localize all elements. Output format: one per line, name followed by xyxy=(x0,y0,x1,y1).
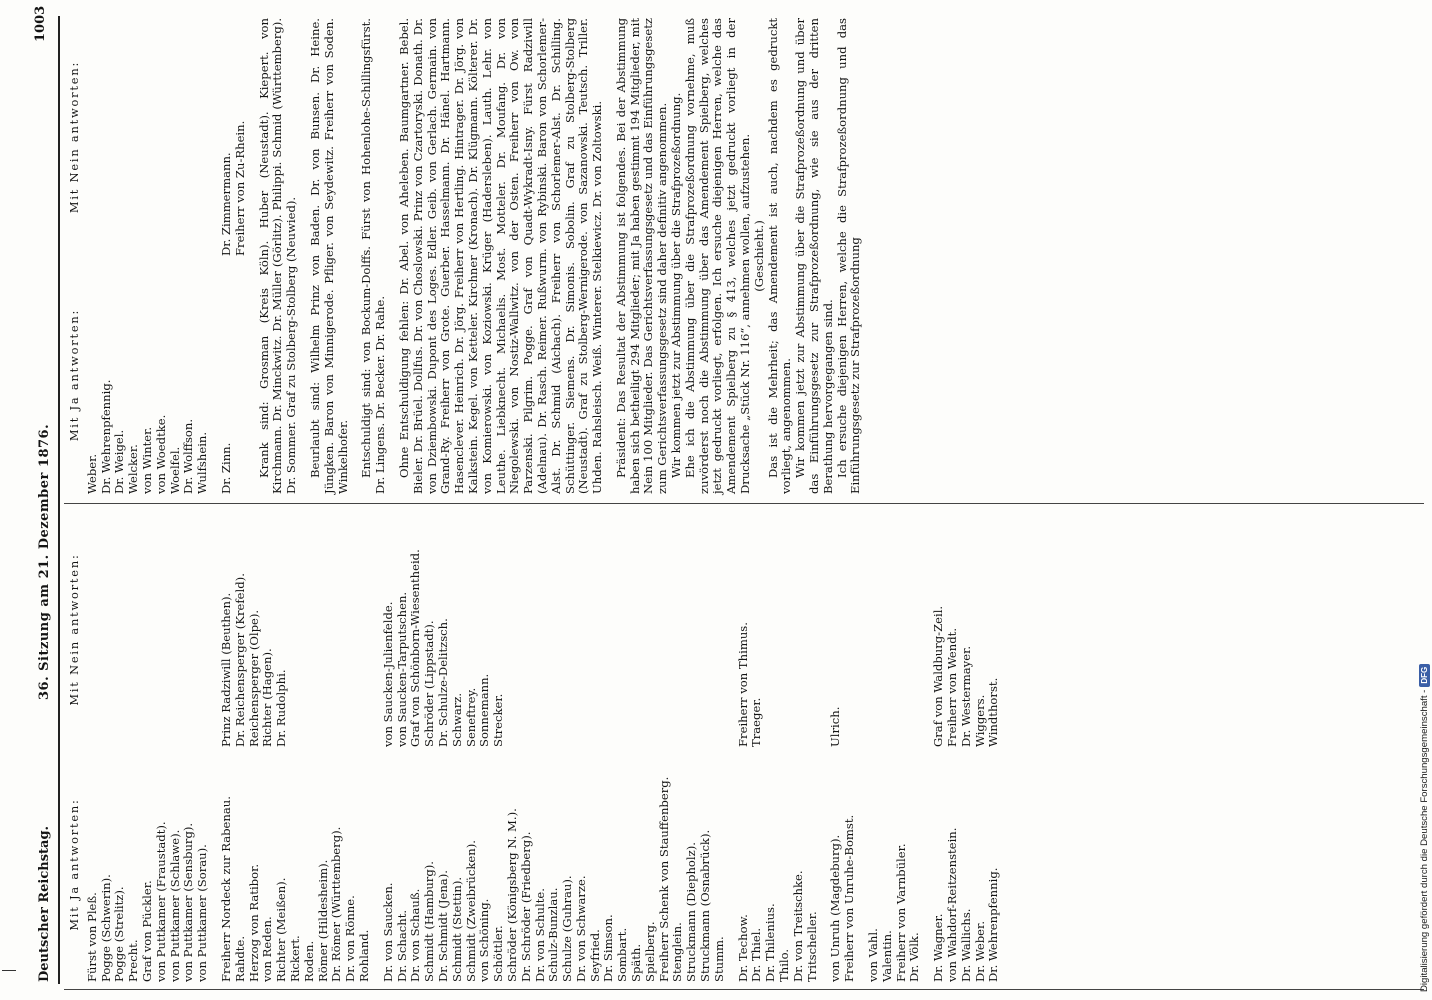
vote-group-v xyxy=(867,512,922,982)
name-nein: Schröder (Lippstadt). xyxy=(422,620,437,747)
name-ja: von Puttkamer (Sensburg). xyxy=(181,822,196,982)
margin-tick xyxy=(2,970,16,971)
name-ja: Dr. von Treitschke. xyxy=(790,870,805,982)
name-nein: Seneftrey. xyxy=(463,687,478,747)
name-ja: Römer (Hildesheim). xyxy=(315,859,330,982)
name-ja: Dr. Wehrenpfennig. xyxy=(98,379,113,494)
vote-group-r xyxy=(220,512,372,982)
name-ja: Dr. Techow. xyxy=(735,914,750,982)
name-nein: von Saucken-Julienfelde. xyxy=(380,601,395,747)
right-column-headings xyxy=(68,18,86,494)
name-nein: Freiherr von Thimus. xyxy=(735,622,750,747)
name-ja: Schröder (Königsberg N. M.). xyxy=(504,808,519,982)
heading-nein: Mit Nein antworten: xyxy=(67,60,81,214)
name-ja: Schmidt (Zweibrücken). xyxy=(463,840,478,982)
name-ja: von Unruh (Magdeburg). xyxy=(828,834,843,982)
name-ja: Freiherr von Unruhe-Bomst. xyxy=(842,814,857,982)
name-ja: Dr. Wagner. xyxy=(931,913,946,982)
name-ja: Dr. Thilenius. xyxy=(763,903,778,982)
name-ja: Dr. Wallichs. xyxy=(958,908,973,982)
majority-paragraph: Das ist die Mehrheit; das Amendement ist auch, nachdem es gedruckt vorliegt, angenommen. xyxy=(765,18,794,494)
vote-group-p xyxy=(86,512,210,982)
name-ja: Dr. Zinn. xyxy=(218,442,233,494)
name-ja: Thilo. xyxy=(777,948,792,982)
name-ja: von Puttkamer (Fraustadt). xyxy=(153,821,168,982)
absent-unexcused-paragraph: Ohne Entschuldigung fehlen: Dr. Abel. von Aheleben. Baumgartner. Bebel. Bieler. Dr. Brüel. Dollfus. Dr. von Choslowski. Prinz von Czartoryski. Donath. Dr. von Dziembowski. Dupont des Loges. Edler. Geib. von Gerlach. Germain. von Grand-Ry. Freiherr von Grote. Guerber. Hasselmann. Dr. Hänel. Hartmann. Hasenclever. Heinrich. Dr. Jörg. Freiherr von Hertling. Hintrager. Dr. Jörg. von Kalkstein. Kegel. von Ketteler. Kirchner (Kronach). Dr. Klügmann. Költerer. Dr. von Komierowski. von Koziowski. Krüger (Hadersleben). Lauth. Lehr. von Leuthe. Liebknecht. Michaelis. Most. Motteler. Dr. Moufang. Dr. von Niegolewski. von Nostiz-Wallwitz. von der Osten. Freiherr von Ow. von Parzenski. Pilgrim. Pogge. Graf von Quadt-Wykradt-Isny. Fürst Radziwill (Adelnau). Dr. Rasch. Reimer. Rußwurm. von Rybinski. Baron von Schorlemer-Alst. Dr. Schmid (Aichach). Freiherr von Schorlemer-Alst. Dr. Schilling. Schüttinger. Siemens. Dr. Simonis. Sobolin. Graf zu Stolberg-Stolberg (Neustadt). Graf zu Stolberg-Wernigerode. von Sazanowski. Teutsch. Triller. Uhden. Rahsleisch. Weiß. Winterer. Stelkiewicz. Dr. von Zoltowski. xyxy=(396,18,605,494)
name-nein: Prinz Radziwill (Beuthen). xyxy=(218,592,233,747)
left-column xyxy=(68,512,1001,982)
name-ja: Freiherr Schenk von Stauffenberg. xyxy=(656,776,671,982)
absent-leave-paragraph: Beurlaubt sind: Wilhelm Prinz von Baden. Dr. von Bunsen. Dr. Heine. Jüngken. Baron von Minnigerode. Pfliger. von Seydewitz. Freiherr von Soden. Winkelhofer. xyxy=(307,18,350,494)
name-ja: Fürst von Pleß. xyxy=(84,892,99,982)
name-ja: von Vahl. xyxy=(866,928,881,982)
name-ja: von Woedtke. xyxy=(153,414,168,494)
stage-direction: (Geschieht.) xyxy=(751,220,766,292)
name-ja: Dr. Simson. xyxy=(601,914,616,982)
final-vote-paragraph: Wir kommen jetzt zur Abstimmung über die Strafprozeßordnung und über das Einführungsgesetz zur Strafprozeßordnung, wie sie aus der dritten Berathung hervorgegangen sind. xyxy=(793,18,835,494)
column-rule-left xyxy=(64,989,1424,990)
name-ja: Rohland. xyxy=(356,929,371,982)
name-ja: von Wahdorf-Reitzenstein. xyxy=(945,827,960,982)
name-nein: Sonnemann. xyxy=(477,673,492,747)
name-ja: Seyfried. xyxy=(587,929,602,982)
name-ja: Dr. Völk. xyxy=(907,932,922,982)
name-ja: Richter (Meißen). xyxy=(274,877,289,982)
name-ja: Spielberg. xyxy=(642,921,657,982)
name-ja: von Puttkamer (Sorau). xyxy=(195,844,210,982)
name-nein: Ulrich. xyxy=(828,706,843,747)
name-nein: Graf von Schönborn-Wiesentheid. xyxy=(408,549,423,747)
name-ja: Welcker. xyxy=(126,444,141,494)
name-ja: Dr. Wolffson. xyxy=(181,418,196,494)
name-ja: Weber. xyxy=(84,453,99,494)
absent-excused-paragraph: Entschuldigt sind: von Bockum-Dolffs. Fürst von Hohenlohe-Schillingsfürst. Dr. Lingens. Dr. Becker. Dr. Rahe. xyxy=(359,18,388,494)
name-nein: Strecker. xyxy=(491,693,506,747)
vote-procedure-paragraph: Wir kommen jetzt zur Abstimmung über die Strafprozeßordnung. xyxy=(669,92,684,478)
name-ja: Stenglein. xyxy=(670,922,685,982)
heading-nein: Mit Nein antworten: xyxy=(67,553,81,706)
name-ja: Dr. Weber. xyxy=(972,920,987,982)
vote-group-w-cont xyxy=(86,18,210,494)
vote-group-u xyxy=(829,512,857,982)
dfg-logo-badge: DFG xyxy=(1419,664,1430,687)
name-ja: Dr. Römer (Württemberg). xyxy=(329,826,344,982)
running-head-left: Deutscher Reichstag. xyxy=(37,825,52,982)
name-ja: Freiherr von Varnbüler. xyxy=(893,843,908,982)
name-ja: Dr. von Saucken. xyxy=(380,882,395,982)
name-ja: Dr. Wehrenpfennig. xyxy=(986,867,1001,982)
heading-ja: Mit Ja antworten: xyxy=(67,798,81,931)
name-ja: Schöttler. xyxy=(491,925,506,982)
name-ja: Rickert. xyxy=(287,935,302,982)
vote-group-t xyxy=(737,512,820,982)
name-ja: Dr. von Schwarze. xyxy=(573,875,588,982)
name-nein: Richter (Hagen). xyxy=(260,648,275,747)
name-ja: Tritscheller. xyxy=(804,911,819,982)
request-paragraph: Ich ersuche diejenigen Herren, welche die Strafprozeßordnung und das Einführungsgesetz zur Strafprozeßordnung xyxy=(834,18,863,494)
name-ja: Dr. Schacht. xyxy=(394,909,409,982)
amendment-paragraph: Ehe ich die Abstimmung über die Strafprozeßordnung vornehme, muß zuvörderst noch die Abstimmung über das Amendement Spielberg, welches jetzt gedruckt vorliegt, erfolgen. Ich ersuche diejenigen Herren, welche das Amendement Spielberg zu § 413, welches jetzt gedruckt vorliegt in der Drucksache „Stück Nr. 116“, annehmen wollen, aufzustehen. xyxy=(682,18,753,494)
name-ja: Valentin. xyxy=(879,930,894,982)
name-ja: Dr. Thiel. xyxy=(749,927,764,982)
vote-group-z xyxy=(220,18,248,494)
name-ja: von Schöning. xyxy=(477,898,492,982)
name-ja: Dr. von Schauß. xyxy=(408,888,423,982)
name-nein: Dr. Schulze-Delitzsch. xyxy=(435,618,450,747)
president-result-paragraph: Präsident: Das Resultat der Abstimmung ist folgendes. Bei der Abstimmung haben sich betheiligt 294 Mitglieder; mit Ja haben gestimmt 194 Mitglieder, mit Nein 100 Mitglieder. Das Gerichtsverfassungsgesetz und das Einführungsgesetz zum Gerichtsverfassungsgesetz sind daher definitiv angenommen. xyxy=(613,18,670,494)
name-ja: Stumm. xyxy=(711,936,726,982)
name-ja: Roden. xyxy=(301,940,316,982)
name-ja: Wulfshein. xyxy=(195,431,210,494)
name-ja: Pogge (Strelitz). xyxy=(112,886,127,982)
name-ja: von Reden. xyxy=(260,916,275,982)
name-ja: Precht. xyxy=(126,939,141,982)
name-nein: Windthorst. xyxy=(986,677,1001,747)
name-nein: Traeger. xyxy=(749,697,764,747)
running-head-session: 36. Sitzung am 21. Dezember 1876. xyxy=(37,423,52,700)
name-ja: Schmidt (Hamburg). xyxy=(422,861,437,982)
name-nein: Dr. Zimmermann. xyxy=(218,152,233,256)
name-ja: Struckmann (Diepholz). xyxy=(684,842,699,982)
name-nein: Dr. Rudolphi. xyxy=(274,669,289,747)
name-ja: Schulz-Bunzlau. xyxy=(546,887,561,982)
name-nein: Graf von Waldburg-Zeil. xyxy=(931,605,946,747)
name-nein: Freiherr von Wendt. xyxy=(945,628,960,747)
name-nein: Dr. Westermayer. xyxy=(958,645,973,747)
name-ja: von Winter. xyxy=(139,426,154,494)
name-ja: Graf von Pückler. xyxy=(139,880,154,982)
absent-ill-paragraph: Krank sind: Grosman (Kreis Köln). Huber (Neustadt). Kiepert. von Kirchmann. Dr. Minckwitz. Dr. Müller (Görlitz). Philippi. Schmid (Württemberg). Dr. Sommer. Graf zu Stolberg-Stolberg (Neuwied). xyxy=(256,18,299,494)
vote-group-s xyxy=(382,512,727,982)
page-number: 1003 xyxy=(33,5,48,42)
name-ja: Dr. von Rönne. xyxy=(343,895,358,982)
name-nein: Reichensperger (Olpe). xyxy=(246,609,261,747)
name-ja: Dr. von Schulte. xyxy=(532,888,547,982)
name-ja: von Puttkamer (Schlawe). xyxy=(167,829,182,982)
vote-group-w xyxy=(932,512,1001,982)
name-ja: Dr. Schröder (Friedberg). xyxy=(518,831,533,982)
name-nein: Schwarz. xyxy=(449,692,464,747)
left-column-headings xyxy=(68,512,86,982)
name-nein: Dr. Reichensperger (Krefeld). xyxy=(232,573,247,747)
header-rule xyxy=(58,16,60,984)
name-ja: Freiherr Nordeck zur Rabenau. xyxy=(218,796,233,982)
name-ja: Schmidt (Stettin). xyxy=(449,876,464,982)
name-nein: Freiherr von Zu-Rhein. xyxy=(232,120,247,256)
digitization-credit xyxy=(1419,664,1430,992)
name-ja: Pogge (Schwerin). xyxy=(98,874,113,982)
name-ja: Woelfel. xyxy=(167,446,182,494)
column-divider xyxy=(64,503,1424,504)
name-ja: Sombart. xyxy=(615,927,630,982)
right-column xyxy=(68,18,863,494)
name-nein: Wiggers. xyxy=(972,694,987,747)
credit-text: Digitalisierung gefördert durch die Deutsche Forschungsgemeinschaft - xyxy=(1419,689,1430,992)
name-ja: Schulze (Guhrau). xyxy=(560,875,575,982)
name-nein: von Saucken-Tarputschen. xyxy=(394,591,409,747)
name-ja: Dr. Weigel. xyxy=(112,429,127,494)
name-ja: Struckmann (Osnabrück). xyxy=(698,829,713,982)
name-ja: Rahdte. xyxy=(232,935,247,982)
name-ja: Herzog von Ratibor. xyxy=(246,863,261,982)
heading-ja: Mit Ja antworten: xyxy=(67,308,81,442)
name-ja: Späth. xyxy=(629,943,644,982)
name-ja: Dr. Schmidt (Jena). xyxy=(435,870,450,982)
